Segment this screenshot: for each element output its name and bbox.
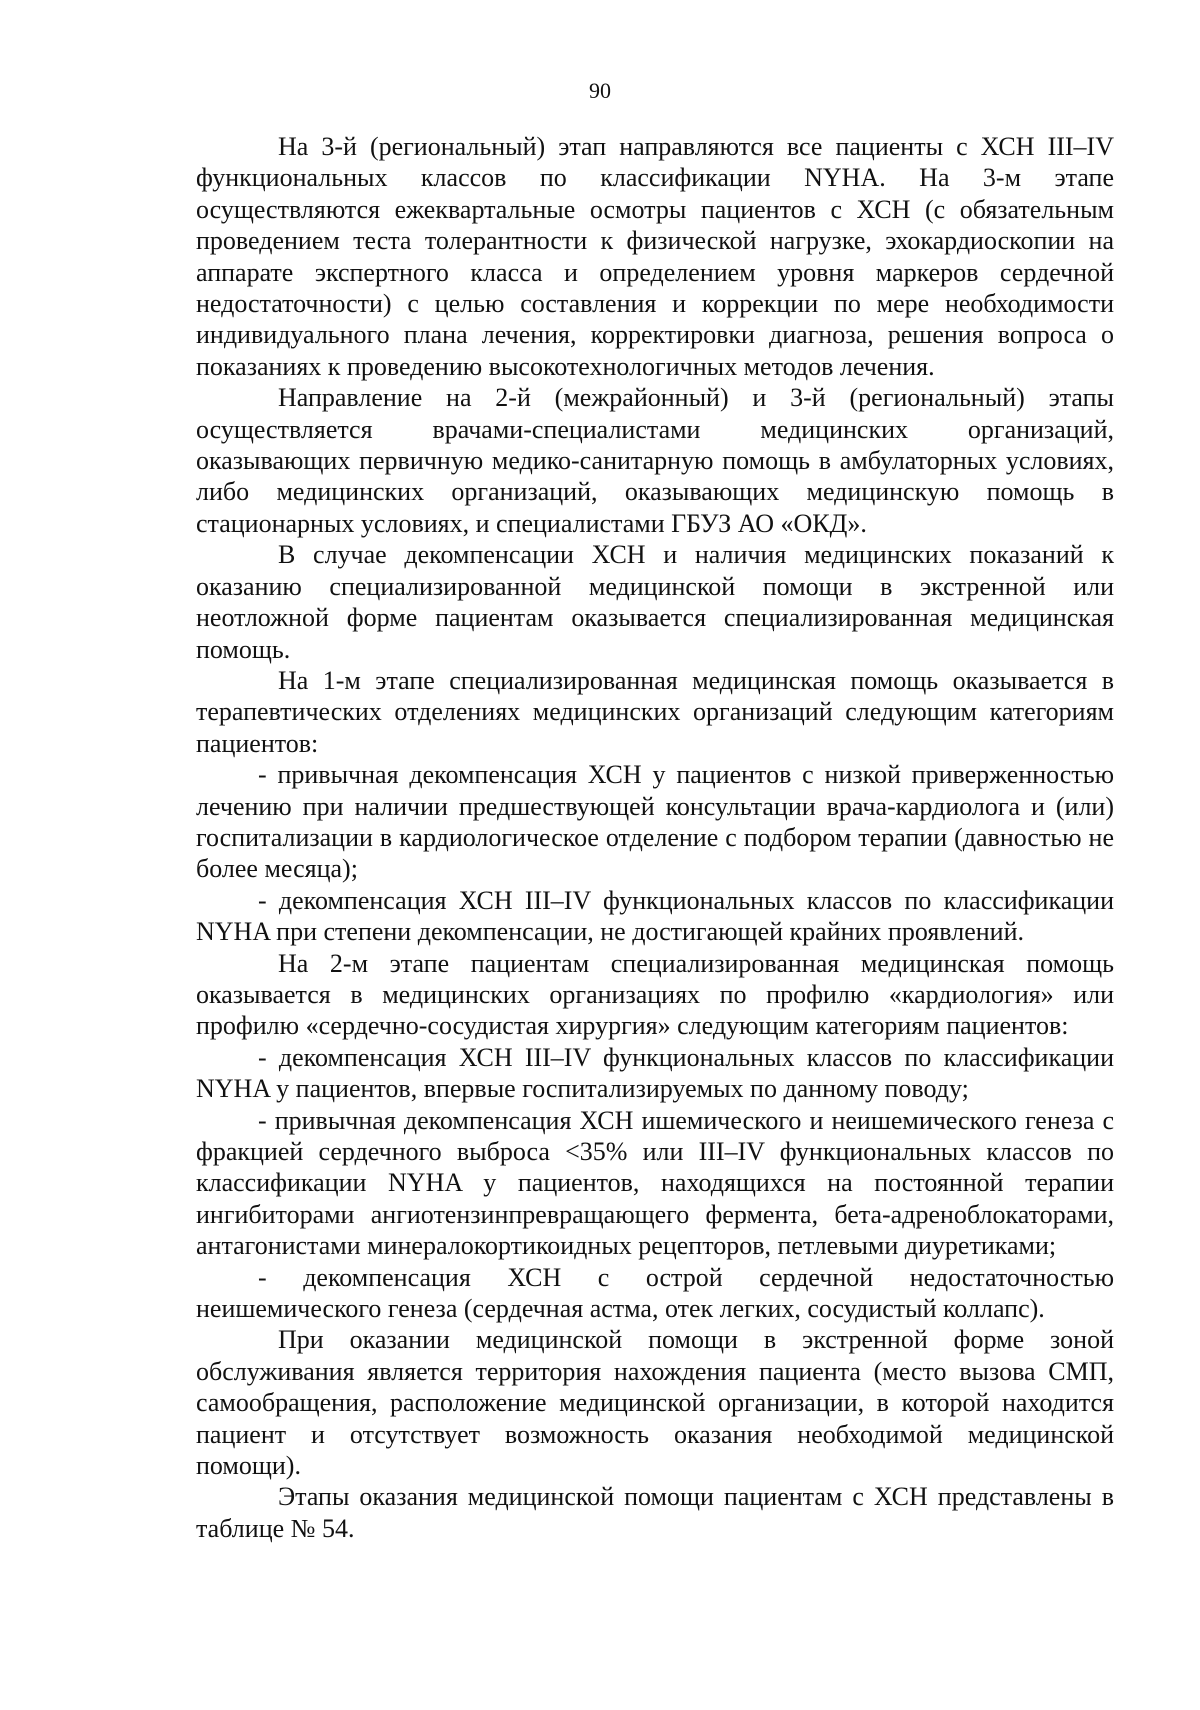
list-item: - декомпенсация ХСН III–IV функциональных классов по классификации NYHA у пациентов, впервые госпитализируемых по данному поводу; xyxy=(196,1042,1114,1104)
paragraph-referral: Направление на 2-й (межрайонный) и 3-й (региональный) этапы осуществляется врачами-специалистами медицинских организаций, оказывающих первичную медико-санитарную помощь в амбулаторных условиях, либо медицинских организаций, оказывающих медицинскую помощь в стационарных условиях, и специалистами ГБУЗ АО «ОКД». xyxy=(196,383,1114,538)
paragraph-decompensation: В случае декомпенсации ХСН и наличия медицинских показаний к оказанию специализированной медицинской помощи в экстренной или неотложной форме пациентам оказывается специализированная медицинская помощь. xyxy=(196,540,1114,664)
body-text xyxy=(196,131,1114,1544)
paragraph-stage-2: На 2-м этапе пациентам специализированная медицинская помощь оказывается в медицинских организациях по профилю «кардиология» или профилю «сердечно-сосудистая хирургия» следующим категориям пациентов: xyxy=(196,948,1114,1041)
list-item: - привычная декомпенсация ХСН у пациентов с низкой приверженностью лечению при наличии предшествующей консультации врача-кардиолога и (или) госпитализации в кардиологическое отделение с подбором терапии (давностью не более месяца); xyxy=(196,760,1114,884)
paragraph-regional-stage: На 3-й (региональный) этап направляются все пациенты с ХСН III–IV функциональных классов по классификации NYHA. На 3-м этапе осуществляются ежеквартальные осмотры пациентов с ХСН (с обязательным проведением теста толерантности к физической нагрузке, эхокардиоскопии на аппарате экспертного класса и определением уровня маркеров сердечной недостаточности) с целью составления и коррекции по мере необходимости индивидуального плана лечения, корректировки диагноза, решения вопроса о показаниях к проведению высокотехнологичных методов лечения. xyxy=(196,132,1114,381)
page-number: 90 xyxy=(589,78,611,103)
list-item: - декомпенсация ХСН с острой сердечной недостаточностью неишемического генеза (сердечная астма, отек легких, сосудистый коллапс). xyxy=(196,1262,1114,1324)
paragraph-table-reference: Этапы оказания медицинской помощи пациентам с ХСН представлены в таблице № 54. xyxy=(196,1482,1114,1543)
paragraph-stage-1: На 1-м этапе специализированная медицинская помощь оказывается в терапевтических отделениях медицинских организаций следующим категориям пациентов: xyxy=(196,665,1114,758)
paragraph-emergency-zone: При оказании медицинской помощи в экстренной форме зоной обслуживания является территория нахождения пациента (место вызова СМП, самообращения, расположение медицинской организации, в которой находится пациент и отсутствует возможность оказания необходимой медицинской помощи). xyxy=(196,1325,1114,1481)
list-item: - декомпенсация ХСН III–IV функциональных классов по классификации NYHA при степени декомпенсации, не достигающей крайних проявлений. xyxy=(196,885,1114,947)
list-item: - привычная декомпенсация ХСН ишемического и неишемического генеза с фракцией сердечного выброса <35% или III–IV функциональных классов по классификации NYHA у пациентов, находящихся на постоянной терапии ингибиторами ангиотензинпревращающего фермента, бета-адреноблокаторами, антагонистами минералокортикоидных рецепторов, петлевыми диуретиками; xyxy=(196,1105,1114,1261)
